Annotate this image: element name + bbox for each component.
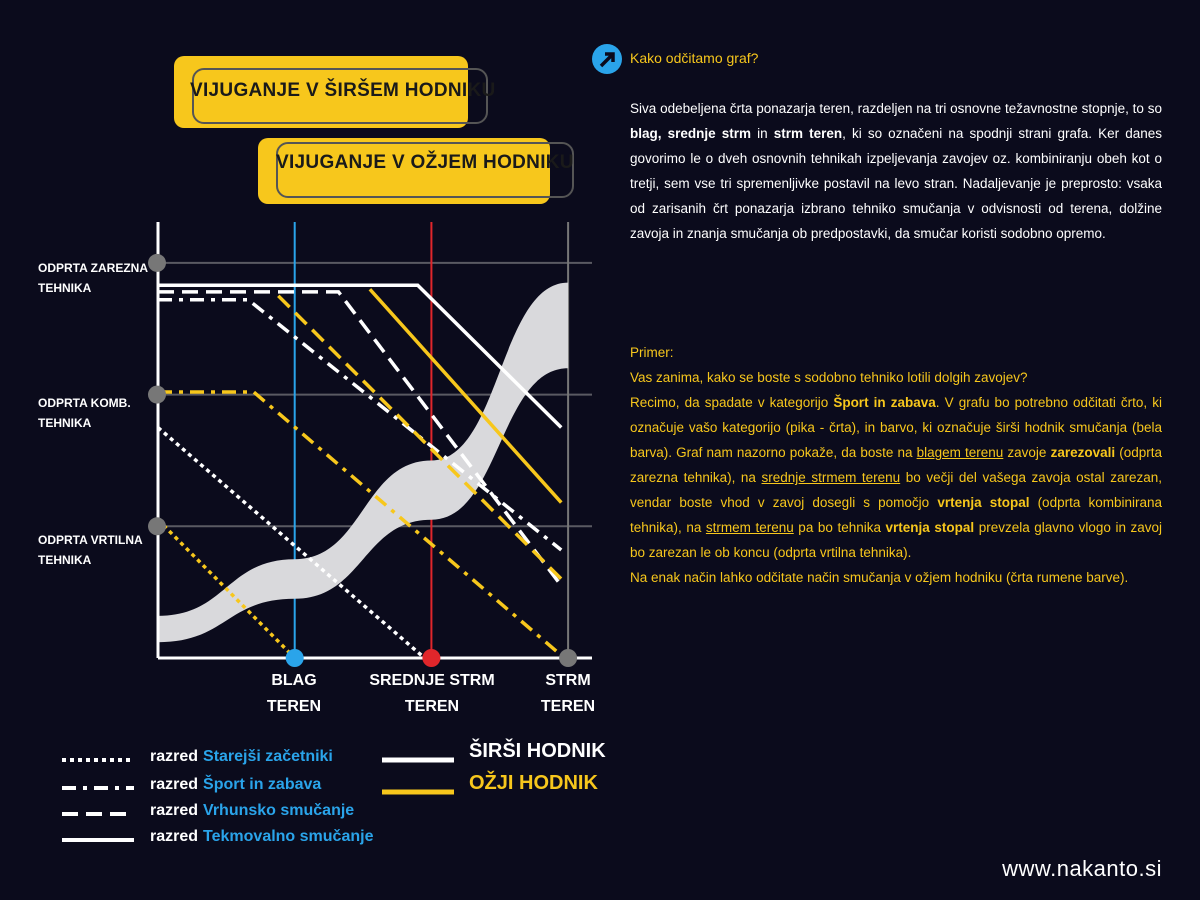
- legend-category: Starejši začetniki: [203, 748, 333, 765]
- ytick-dot: [148, 517, 166, 535]
- xtick-line1: SREDNJE STRM: [369, 672, 495, 689]
- xtick-label: [362, 668, 502, 720]
- legend-prefix: razred: [150, 802, 199, 819]
- ytick-line1: ODPRTA VRTILNA: [38, 533, 143, 547]
- ytick-dot: [148, 386, 166, 404]
- footer-url[interactable]: www.nakanto.si: [1002, 856, 1162, 881]
- ytick-line1: ODPRTA KOMB.: [38, 396, 131, 410]
- ytick-label: [38, 258, 148, 298]
- terrain-band: [158, 283, 568, 643]
- ytick-label: [38, 530, 143, 570]
- example-heading: Primer:: [630, 345, 674, 360]
- ytick-label: [38, 393, 131, 433]
- xtick-line2: TEREN: [540, 698, 596, 715]
- arrow-glyph: [592, 44, 622, 74]
- ytick-line1: ODPRTA ZAREZNA: [38, 261, 148, 275]
- legend-prefix: razred: [150, 748, 199, 765]
- example-paragraph: [630, 340, 1162, 590]
- xtick-dot: [286, 649, 304, 667]
- badge-wide-label: VIJUGANJE V ŠIRŠEM HODNIKU: [190, 80, 496, 101]
- ytick-line2: TEHNIKA: [38, 416, 92, 430]
- arrow-icon: [592, 44, 622, 74]
- badge-narrow-corridor: [258, 138, 574, 204]
- xtick-line2: TEREN: [266, 698, 322, 715]
- legend-prefix: razred: [150, 776, 199, 793]
- xtick-line2: TEREN: [404, 698, 460, 715]
- ytick-line2: TEHNIKA: [38, 553, 92, 567]
- xtick-label: [244, 668, 344, 720]
- xtick-line1: STRM: [545, 672, 591, 689]
- badge-narrow-label: VIJUGANJE V OŽJEM HODNIKU: [276, 152, 574, 173]
- xtick-label: [526, 668, 610, 720]
- example-question: Vas zanima, kako se boste s sodobno tehniko lotili dolgih zavojev?: [630, 370, 1028, 385]
- xtick-line1: BLAG: [271, 672, 317, 689]
- legend-wide-label: ŠIRŠI HODNIK: [469, 740, 606, 762]
- ytick-line2: TEHNIKA: [38, 281, 92, 295]
- badge-wide-corridor: [174, 56, 496, 128]
- legend-category: Šport in zabava: [203, 776, 322, 793]
- explanation-paragraph: Siva odebeljena črta ponazarja teren, razdeljen na tri osnovne težavnostne stopnje, to so blag, srednje strm in strm teren, ki so označeni na spodnji strani grafa. Ker danes govorimo le o dveh osnovnih tehnikah izpeljevanja zavojev oz. kombiniranju obeh kot o tretji, sem vse tri spremenljivke postavil na levo stran. Nadaljevanje je preprosto: vsaka od zarisanih črt ponazarja izbrano tehniko smučanja v odvisnosti od terena, dolžine zavoja in znanja smučanja ob predpostavki, da smučar koristi sodobno opremo.: [630, 101, 1162, 241]
- ytick-dot: [148, 254, 166, 272]
- legend-category: Vrhunsko smučanje: [203, 802, 355, 819]
- example-body: Recimo, da spadate v kategorijo Šport in zabava. V grafu bo potrebno odčitati črto, ki označuje vašo kategorijo (pika - črta), in barvo, ki označuje širši hodnik smučanja (bela barva). Graf nam nazorno pokaže, da boste na blagem terenu zavoje zarezovali (odprta zarezna tehnika), na srednje strmem terenu bo večji del vašega zavoja ostal zarezan, vendar boste vhod v zavoj dosegli s pomočjo vrtenja stopal (odprta kombinirana tehnika), na strmem terenu pa bo tehnika vrtenja stopal prevzela glavno vlogo in zavoj bo zarezan le ob koncu (odprta vrtilna tehnika).: [630, 395, 1163, 560]
- example-closing: Na enak način lahko odčitate način smučanja v ožjem hodniku (črta rumene barve).: [630, 570, 1129, 585]
- xtick-dot: [559, 649, 577, 667]
- legend-prefix: razred: [150, 828, 199, 845]
- legend-category: Tekmovalno smučanje: [203, 828, 374, 845]
- info-title: Kako odčitamo graf?: [630, 50, 759, 66]
- legend-narrow-label: OŽJI HODNIK: [469, 772, 598, 794]
- xtick-dot: [422, 649, 440, 667]
- terrain-band-fill: [158, 283, 568, 643]
